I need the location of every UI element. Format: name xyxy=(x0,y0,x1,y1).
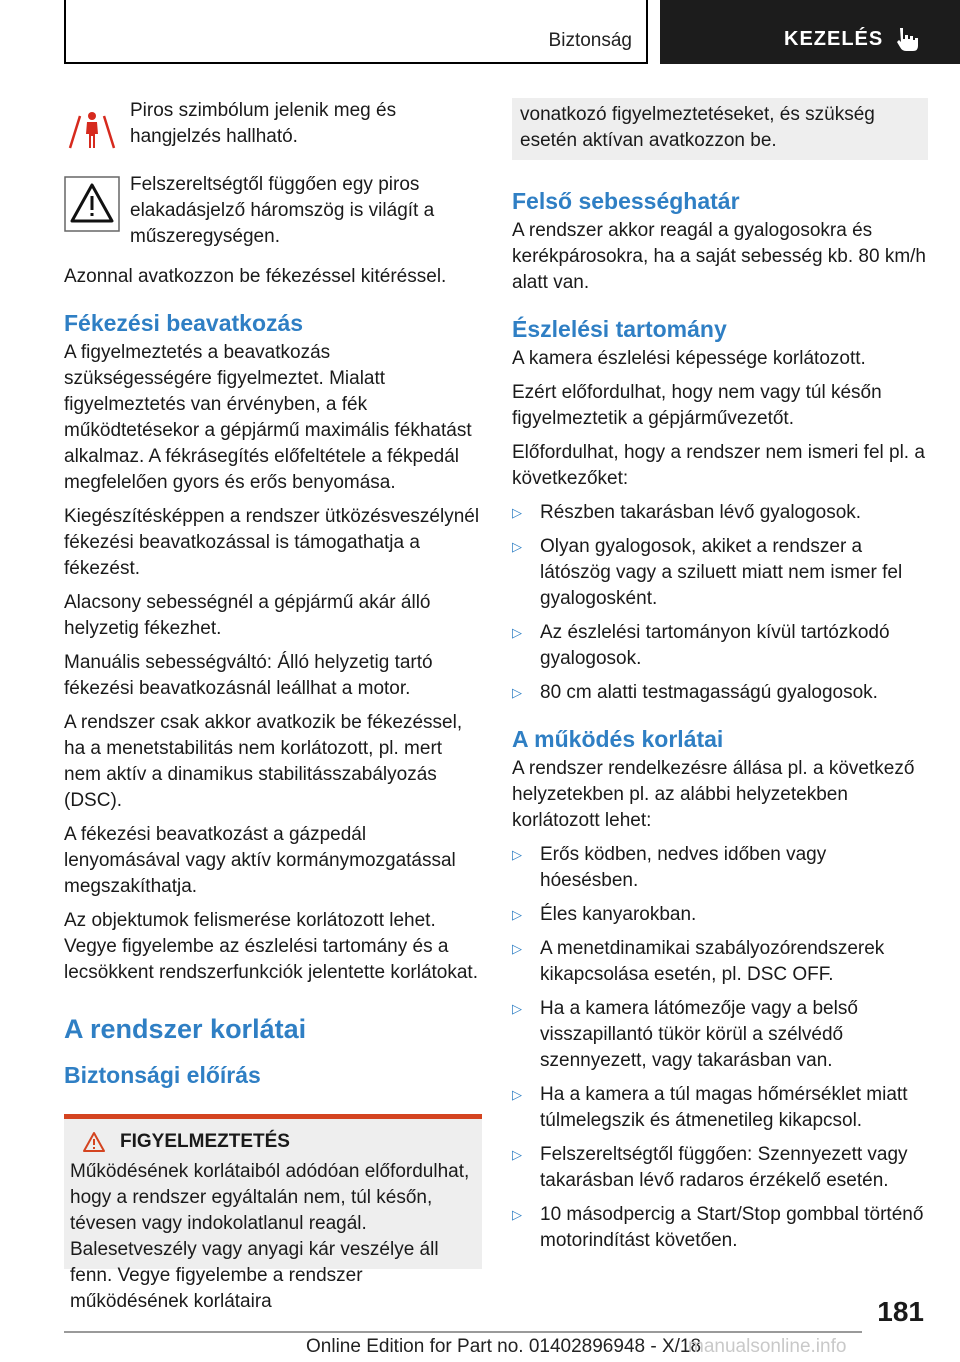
braking-paragraph-7: Az objektumok felismerése korlátozott lehet. Vegye figyelembe az észlelési tartomány és a lecsökkent rendszerfunkciók jelentette korlátokat. xyxy=(64,910,478,983)
footer-edition: Online Edition for Part no. 01402896948 - X/18 xyxy=(306,1336,702,1357)
detection-paragraph-3: Előfordulhat, hogy a rendszer nem ismeri fel pl. a következőket: xyxy=(512,442,925,489)
braking-paragraph-1: A figyelmeztetés a beavatkozás szükségességére figyelmeztet. Mialatt figyelmeztetés van érvényben, a fék működtetésekor a gépjármű maximális fékhatást alkalmaz. A fékrásegítés előfeltétele a fékpedál megfelelően gyors és erős benyomása. xyxy=(64,342,472,493)
bullet-arrow-icon: ▷ xyxy=(512,1147,522,1162)
warning-continuation-box xyxy=(512,98,928,160)
braking-paragraph-3: Alacsony sebességnél a gépjármű akár álló helyzetig fékezhet. xyxy=(64,592,431,639)
footer-divider xyxy=(64,1331,862,1333)
header-chapter-label: KEZELÉS xyxy=(784,28,884,50)
braking-paragraph-5: A rendszer csak akkor avatkozik be fékezéssel, ha a menetstabilitás nem korlátozott, pl. mert nem aktív a dinamikus stabilitásszabályozás (DSC). xyxy=(64,712,463,811)
symbol-red-text: Piros szimbólum jelenik meg és hangjelzés hallható. xyxy=(130,100,397,147)
list-item-text: A menetdinamikai szabályozórendszerek kikapcsolása esetén, pl. DSC OFF. xyxy=(540,938,885,985)
list-item-text: Erős ködben, nedves időben vagy hóesésben. xyxy=(540,844,827,891)
list-item xyxy=(512,902,928,928)
detection-paragraph-1: A kamera észlelési képessége korlátozott. xyxy=(512,348,866,369)
list-item-text: Éles kanyarokban. xyxy=(540,904,697,925)
bullet-arrow-icon: ▷ xyxy=(512,625,522,640)
list-item xyxy=(512,996,928,1074)
bullet-arrow-icon: ▷ xyxy=(512,685,522,700)
header-chapter-tab xyxy=(660,0,960,64)
list-item-text: Olyan gyalogosok, akiket a rendszer a látószög vagy a sziluett miatt nem ismer fel gyalogosként. xyxy=(540,536,903,609)
list-item-text: Részben takarásban lévő gyalogosok. xyxy=(540,502,862,523)
list-item xyxy=(512,500,928,526)
left-column xyxy=(64,98,482,1312)
pedestrian-warning-icon xyxy=(64,102,120,158)
braking-paragraph-4: Manuális sebességváltó: Álló helyzetig tartó fékezési beavatkozásnál leállhat a motor. xyxy=(64,652,433,699)
list-item xyxy=(512,1202,928,1254)
heading-detection-range: Észlelési tartomány xyxy=(512,316,727,342)
bullet-arrow-icon: ▷ xyxy=(512,505,522,520)
detection-paragraph-2: Ezért előfordulhat, hogy nem vagy túl későn figyelmeztetik a gépjárművezetőt. xyxy=(512,382,882,429)
immediate-action-text: Azonnal avatkozzon be fékezéssel kitéréssel. xyxy=(64,266,447,287)
warning-title-row xyxy=(70,1131,476,1153)
bullet-arrow-icon: ▷ xyxy=(512,847,522,862)
header-section-box xyxy=(64,0,648,64)
list-item-text: Ha a kamera a túl magas hőmérséklet miatt túlmelegszik és átmenetileg kikapcsol. xyxy=(540,1084,908,1131)
bullet-arrow-icon: ▷ xyxy=(512,907,522,922)
header-section-title: Biztonság xyxy=(548,30,632,51)
bullet-arrow-icon: ▷ xyxy=(512,1207,522,1222)
warning-title: FIGYELMEZTETÉS xyxy=(120,1131,290,1152)
function-paragraph: A rendszer rendelkezésre állása pl. a következő helyzetekben pl. az alábbi helyzetekben korlátozott lehet: xyxy=(512,758,915,831)
bullet-arrow-icon: ▷ xyxy=(512,539,522,554)
page-number: 181 xyxy=(877,1296,924,1327)
heading-speed-limit: Felső sebességhatár xyxy=(512,188,740,214)
warning-triangle-icon xyxy=(82,1131,106,1153)
list-item xyxy=(512,842,928,894)
warning-text: Működésének korlátaiból adódóan előfordulhat, hogy a rendszer egyáltalán nem, túl későn, tévesen vagy indokolatlanul reagál. Balesetveszély vagy anyagi kár veszélye áll fenn. Vegye figyelembe a rendszer működésének korlátaira xyxy=(70,1161,470,1312)
list-item xyxy=(512,1082,928,1134)
heading-braking: Fékezési beavatkozás xyxy=(64,310,304,336)
speed-paragraph: A rendszer akkor reagál a gyalogosokra és kerékpárosokra, ha a saját sebesség kb. 80 km/h alatt van. xyxy=(512,220,927,293)
bullet-arrow-icon: ▷ xyxy=(512,1087,522,1102)
symbol-triangle-text: Felszereltségtől függően egy piros elakadásjelző háromszög is világít a műszeregységen. xyxy=(130,174,435,247)
braking-paragraph-2: Kiegészítésképpen a rendszer ütközésveszélynél fékezési beavatkozással is támogathatja a fékezést. xyxy=(64,506,480,579)
list-item xyxy=(512,620,928,672)
list-item-text: 80 cm alatti testmagasságú gyalogosok. xyxy=(540,682,878,703)
pointing-hand-icon xyxy=(894,24,924,54)
heading-function-limits: A működés korlátai xyxy=(512,726,724,752)
right-column xyxy=(512,98,928,1262)
warning-box xyxy=(64,1119,482,1312)
heading-system-limits: A rendszer korlátai xyxy=(64,1014,307,1044)
hazard-triangle-icon xyxy=(64,176,120,232)
list-item xyxy=(512,1142,928,1194)
symbol-row-triangle xyxy=(64,172,482,250)
heading-safety-note: Biztonsági előírás xyxy=(64,1062,261,1088)
list-item-text: Ha a kamera látómezője vagy a belső visszapillantó tükör körül a szélvédő szennyezett, vagy takarásban van. xyxy=(540,998,858,1071)
list-item-text: Az észlelési tartományon kívül tartózkodó gyalogosok. xyxy=(540,622,890,669)
bullet-arrow-icon: ▷ xyxy=(512,1001,522,1016)
bullet-arrow-icon: ▷ xyxy=(512,941,522,956)
warning-continuation-text: vonatkozó figyelmeztetéseket, és szükség esetén aktívan avatkozzon be. xyxy=(520,104,875,151)
list-item xyxy=(512,534,928,612)
list-item xyxy=(512,936,928,988)
list-item xyxy=(512,680,928,706)
footer-watermark: manualsonline.info xyxy=(688,1336,847,1357)
list-item-text: 10 másodpercig a Start/Stop gombbal történő motorindítást követően. xyxy=(540,1204,924,1251)
braking-paragraph-6: A fékezési beavatkozást a gázpedál lenyomásával vagy aktív kormánymozgatással megszakíthatja. xyxy=(64,824,456,897)
list-item-text: Felszereltségtől függően: Szennyezett vagy takarásban lévő radaros érzékelő esetén. xyxy=(540,1144,908,1191)
function-list xyxy=(512,842,928,1254)
detection-list xyxy=(512,500,928,706)
symbol-row-red xyxy=(64,98,482,158)
